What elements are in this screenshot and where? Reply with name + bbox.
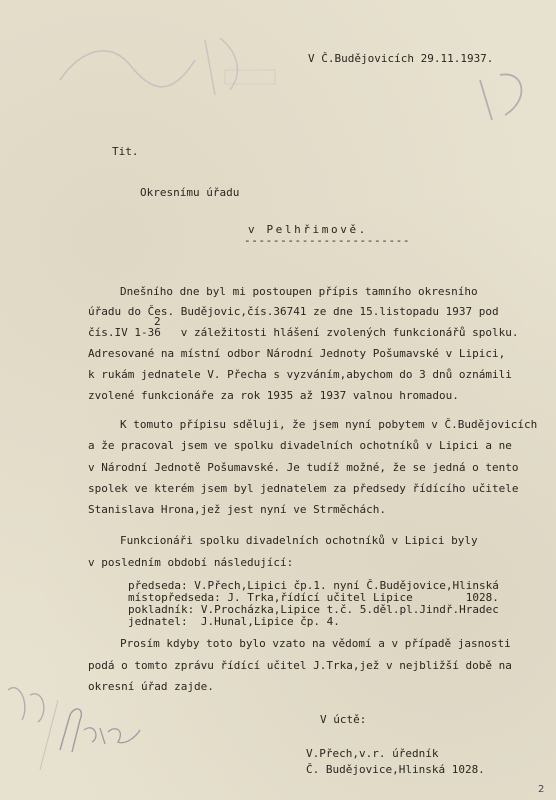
paragraph-2-line-5: Stanislava Hrona,jež jest nyní ve Strměchách. [88,503,387,516]
officer-chairman: předseda: V.Přech,Lipici čp.1. nyní Č.Budějovice,Hlinská [128,579,499,592]
recipient-underline: ----------------------- [244,234,411,247]
recipient-line-1: Okresnímu úřadu [140,186,240,199]
paragraph-1-line-2: úřadu do Čes. Budějovic,čís.36741 ze dne 15.listopadu 1937 pod [88,305,499,318]
place-date: V Č.Budějovicích 29.11.1937. [308,52,494,65]
paragraph-2-line-1: K tomuto přípisu sděluji, že jsem nyní pobytem v Č.Budějovicích [120,418,538,431]
recipient-line-2: v Pelhřimově. [248,223,368,236]
paragraph-1-line-1: Dnešního dne byl mi postoupen přípis tamního okresního [120,285,478,298]
paragraph-4-line-2: podá o tomto zprávu řídící učitel J.Trka,jež v nejbližší době na [88,659,512,672]
officer-secretary: jednatel: J.Hunal,Lipice čp. 4. [128,615,340,628]
paragraph-1-line-4: Adresované na místní odbor Národní Jednoty Pošumavské v Lipici, [88,347,506,360]
signature-line-2: Č. Budějovice,Hlinská 1028. [306,763,485,776]
paragraph-4-line-3: okresní úřad zajde. [88,680,214,693]
salutation: Tit. [112,145,139,158]
paragraph-2-line-4: spolek ve kterém jsem byl jednatelem za předsedy řídícího učitele [88,482,519,495]
pencil-annotation-top [20,10,280,120]
reference-fraction-numerator: 2 [154,315,161,328]
paragraph-1-line-6: zvolené funkcionáře za rok 1935 až 1937 valnou hromadou. [88,389,459,402]
paragraph-4-line-1: Prosím kdyby toto bylo vzato na vědomí a v případě jasnosti [120,637,511,650]
officer-treasurer: pokladník: V.Procházka,Lipice t.č. 5.děl.pl.Jindř.Hradec [128,603,499,616]
pencil-annotation-left-margin [0,660,170,780]
officer-vice-chairman: místopředseda: J. Trka,řídící učitel Lipice 1028. [128,591,499,604]
page-number: 2 [538,784,545,795]
paragraph-3-line-2: v posledním období následující: [88,556,294,569]
paragraph-3-line-1: Funkcionáři spolku divadelních ochotníků v Lipici byly [120,534,478,547]
closing: V úctě: [320,713,367,726]
signature-line-1: V.Přech,v.r. úředník [306,747,439,760]
paragraph-1-line-5: k rukám jednatele V. Přecha s vyzváním,abychom do 3 dnů oznámili [88,368,512,381]
paragraph-1-line-3: čís.IV 1-36 v záležitosti hlášení zvolených funkcionářů spolku. [88,326,519,339]
paragraph-2-line-2: a že pracoval jsem ve spolku divadelních ochotníků v Lipici a ne [88,439,512,452]
paragraph-2-line-3: v Národní Jednotě Pošumavské. Je tudíž možné, že se jedná o tento [88,461,519,474]
pencil-annotation-right-top [470,60,550,130]
